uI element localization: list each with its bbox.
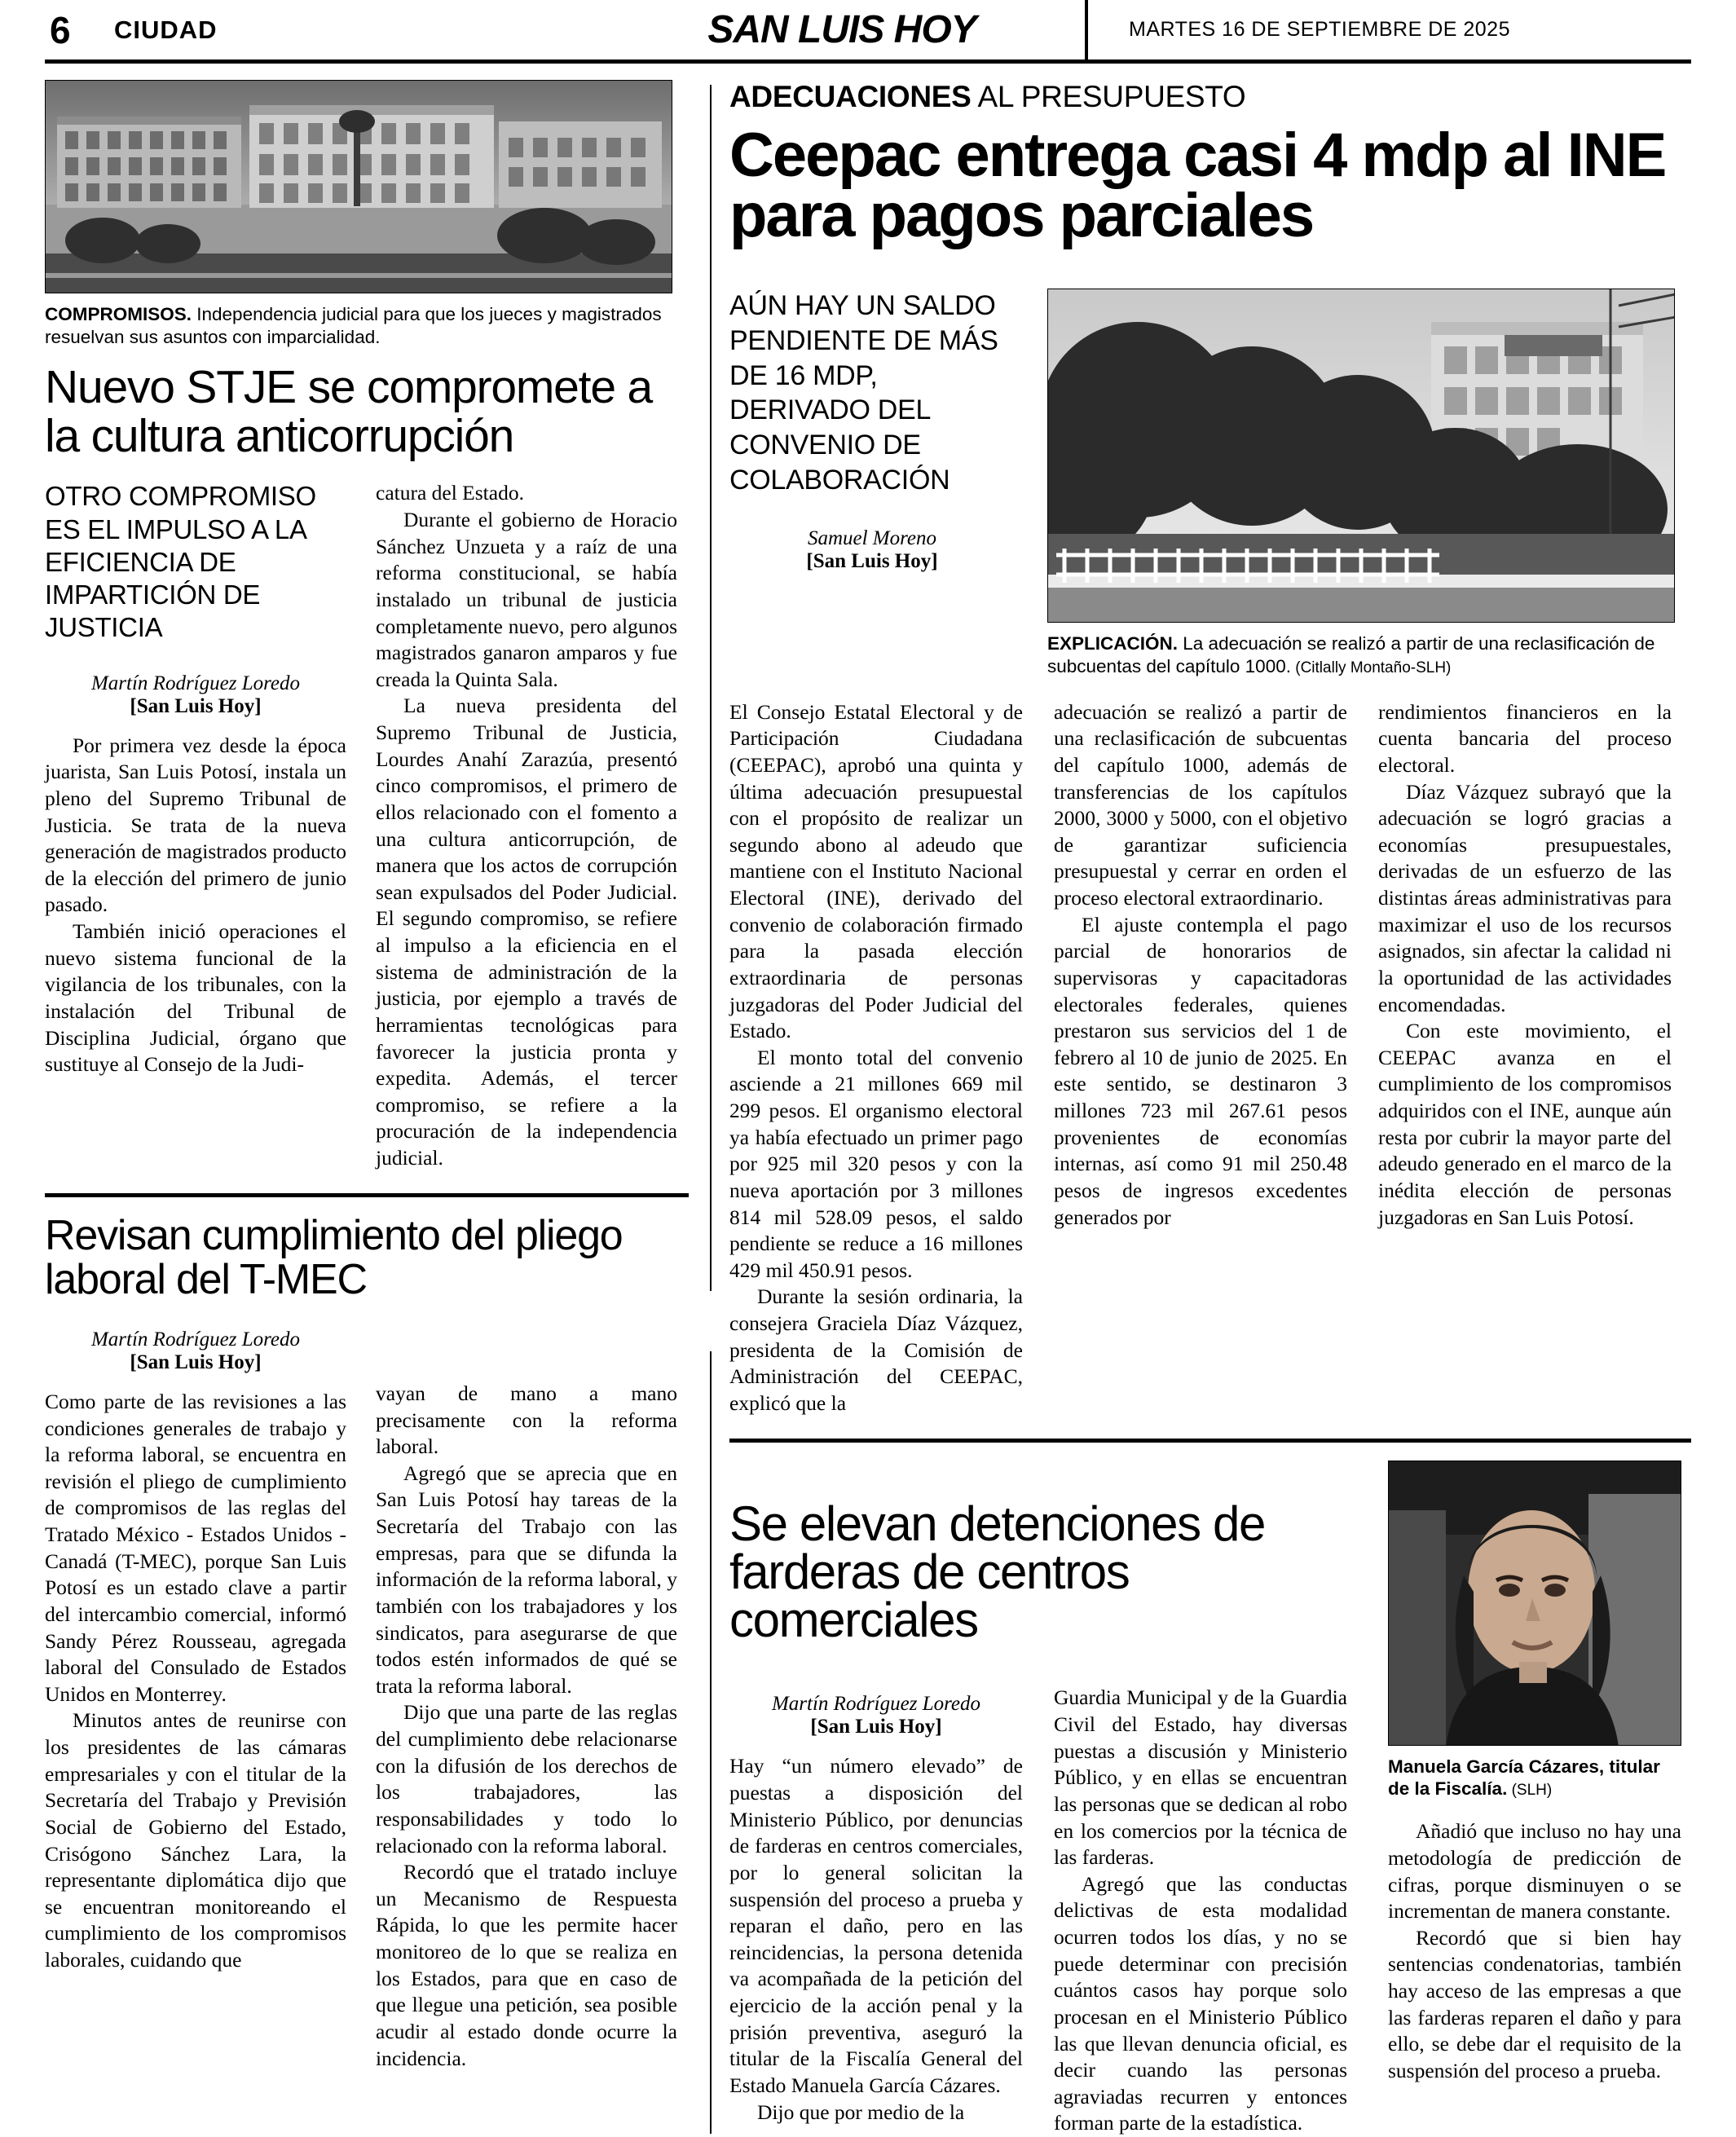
stje-column-1 (45, 480, 346, 1171)
newspaper-page (45, 0, 1691, 2086)
tmec-body-col1 (45, 1389, 346, 1974)
ceepac-eyebrow-bold: ADECUACIONES (729, 80, 972, 113)
ceepac-body-col1 (729, 699, 1023, 1417)
stje-kicker: OTRO COMPROMISO ES EL IMPULSO A LA EFICIENCIA DE IMPARTICIÓN DE JUSTICIA (45, 480, 346, 644)
ceepac-byline-org: [San Luis Hoy] (729, 550, 1015, 573)
paragraph: adecuación se realizó a partir de una reclasificación de subcuentas del capítulo 1000, además de transferencias de los capítulos 2000, 3000 y 5000, con el objetivo de garantizar suficiencia presupuestal y cerrar en orden el proceso electoral extraordinario. (1054, 699, 1347, 912)
paragraph: Como parte de las revisiones a las condiciones generales de trabajo y la reforma laboral, se encuentra en revisión el pliego de cumplimiento de compromisos de las reglas del Tratado México - Estados Unidos - Canadá (T-MEC), porque San Luis Potosí es un estado clave a partir del intercambio comercial, informó Sandy Pérez Rousseau, agregada laboral del Consulado de Estados Unidos en Monterrey. (45, 1389, 346, 1708)
paragraph: Recordó que si bien hay sentencias condenatorias, también hay acceso de las empresas a que las farderas reparen el daño y para ello, se debe dar el requisito de la suspensión del proceso a prueba. (1388, 1925, 1681, 2085)
tmec-column-2 (376, 1320, 677, 2072)
divider-rule (45, 1193, 689, 1197)
masthead (45, 0, 1691, 64)
farderas-headline: Se elevan detenciones de farderas de centros comerciales (729, 1500, 1357, 1644)
stje-byline-org: [San Luis Hoy] (45, 695, 346, 718)
paragraph: Con este movimiento, el CEEPAC avanza en el cumplimiento de los compromisos adquiridos con el INE, aunque aún resta por cubrir la mayor parte del adeudo generado en el marco de la inédita elección de personas juzgadoras en San Luis Potosí. (1378, 1018, 1672, 1231)
paragraph: El ajuste contempla el pago parcial de honorarios de supervisoras y capacitadoras electorales federales, quienes prestaron sus servicios del 1 de febrero al 10 de junio de 2025. En este sentido, se destinaron 3 millones 723 mil 267.61 pesos provenientes de economías internas, así como 91 mil 250.48 pesos de ingresos excedentes generados por (1054, 912, 1347, 1232)
farderas-headline-block (729, 1461, 1357, 2137)
paragraph: Hay “un número elevado” de puestas a disposición del Ministerio Público, por denuncias de farderas en centros comerciales, por lo general solicitan la suspensión del proceso a prueba y reparan el daño, pero en las reincidencias, la persona detenida va acompañada de la petición del ejercicio de la acción penal y la prisión preventiva, aseguró la titular de la Fiscalía General del Estado Manuela García Cázares. (729, 1753, 1023, 2099)
ceepac-photo-caption (1047, 632, 1675, 678)
paragraph: Agregó que las conductas delictivas de esta modalidad ocurren todos los días, y no se puede determinar con precisión cuántos casos hay porque solo procesan en el Ministerio Público las que llevan denuncia oficial, es decir cuando las personas agraviadas recurren y entonces forman parte de la estadística. (1054, 1871, 1347, 2137)
paragraph: Recordó que el tratado incluye un Mecanismo de Respuesta Rápida, lo que les permite hacer monitoreo de lo que se realiza en los Estados, para que en caso de que llegue una petición, sea posible acudir al estado donde ocurre la incidencia. (376, 1859, 677, 2072)
paragraph: Durante la sesión ordinaria, la consejera Graciela Díaz Vázquez, presidenta de la Comisión de Administración del CEEPAC, explicó que la (729, 1284, 1023, 1417)
ceepac-body-col3 (1378, 699, 1672, 1417)
tmec-byline-org: [San Luis Hoy] (45, 1351, 346, 1374)
ceepac-caption-text: La adecuación se realizó a partir de una reclasificación de subcuentas del capítulo 1000. (1047, 633, 1654, 676)
stje-headline: Nuevo STJE se compromete a la cultura anticorrupción (45, 364, 689, 461)
stje-caption-text: Independencia judicial para que los jueces y magistrados resuelvan sus asuntos con imparcialidad. (45, 304, 662, 347)
tmec-headline: Revisan cumplimiento del pliego laboral del T-MEC (45, 1214, 689, 1302)
paragraph: También inició operaciones el nuevo sistema funcional de la vigilancia de los tribunales, con la instalación del Tribunal de Disciplina Judicial, órgano que sustituye al Consejo de la Judi- (45, 919, 346, 1078)
farderas-body-col1 (729, 1685, 1023, 2137)
section-name: CIUDAD (106, 15, 218, 45)
left-region (45, 80, 697, 2072)
publication-title: SAN LUIS HOY (707, 7, 976, 52)
ceepac-eyebrow (729, 80, 1691, 114)
paragraph: Durante el gobierno de Horacio Sánchez Unzueta y a raíz de una reforma constitucional, se había instalado un tribunal de justicia completamente nuevo, pero algunos magistrados ganaron amparos y fue creada la Quinta Sala. (376, 507, 677, 693)
vertical-divider-2 (710, 1351, 712, 2134)
fiscalia-portrait-photo (1388, 1461, 1681, 1746)
stje-caption-lead: COMPROMISOS. (45, 304, 192, 324)
paragraph: El monto total del convenio asciende a 21 millones 669 mil 299 pesos. El organismo electoral ya había efectuado un primer pago por 925 mil 320 pesos y con la nueva aportación por 3 millones 814 mil 528.09 pesos, el saldo pendiente se reduce a 16 millones 429 mil 450.91 pesos. (729, 1045, 1023, 1284)
tmec-body-col2 (376, 1381, 677, 2072)
fiscalia-caption-lead: Manuela García Cázares, titular de la Fiscalía. (1388, 1756, 1660, 1800)
ceepac-deck: AÚN HAY UN SALDO PENDIENTE DE MÁS DE 16 MDP, DERIVADO DEL CONVENIO DE COLABORACIÓN (729, 289, 1015, 498)
paragraph: rendimientos financieros en la cuenta bancaria del proceso electoral. (1378, 699, 1672, 779)
farderas-body-col2 (1054, 1685, 1347, 2137)
paragraph: vayan de mano a mano precisamente con la reforma laboral. (376, 1381, 677, 1461)
farderas-body-col3 (1388, 1818, 1681, 2084)
divider-rule-2 (729, 1439, 1691, 1443)
ceepac-eyebrow-rest: AL PRESUPUESTO (972, 80, 1246, 113)
farderas-byline: Martín Rodríguez Loredo (729, 1693, 1023, 1716)
ceepac-byline: Samuel Moreno (729, 527, 1015, 550)
right-region (729, 80, 1691, 2137)
paragraph: Guardia Municipal y de la Guardia Civil del Estado, hay diversas puestas a discusión y Ministerio Público, y en ellas se encuentran las personas que se dedican al robo en los comercios por la técnica de las farderas. (1054, 1685, 1347, 1870)
paragraph: Dijo que una parte de las reglas del cumplimiento debe relacionarse con la difusión de los derechos de los trabajadores, las responsabilidades y todo lo relacionado con la reforma laboral. (376, 1699, 677, 1859)
paragraph: Añadió que incluso no hay una metodología de predicción de cifras, porque disminuyen o se incrementan de manera constante. (1388, 1818, 1681, 1925)
page-number: 6 (45, 8, 106, 52)
fiscalia-photo-credit: (SLH) (1507, 1782, 1552, 1799)
tmec-column-1 (45, 1320, 346, 2072)
stje-byline: Martín Rodríguez Loredo (45, 672, 346, 695)
ceepac-photo-column (1047, 289, 1675, 678)
ceepac-photo (1047, 289, 1675, 623)
stje-photo-caption (45, 303, 672, 349)
ceepac-caption-lead: EXPLICACIÓN. (1047, 633, 1178, 654)
ceepac-headline: Ceepac entrega casi 4 mdp al INE para pagos parciales (729, 126, 1691, 247)
farderas-byline-org: [San Luis Hoy] (729, 1716, 1023, 1738)
stje-body-col1 (45, 733, 346, 1078)
fiscalia-photo-caption (1388, 1756, 1681, 1801)
stje-body-col2 (376, 480, 677, 1171)
ceepac-body-col2 (1054, 699, 1347, 1417)
stje-column-2 (376, 480, 677, 1171)
paragraph: Díaz Vázquez subrayó que la adecuación se logró gracias a economías presupuestales, derivadas de un esfuerzo de las distintas áreas administrativas para maximizar el uso de los recursos asignados, sin afectar la calidad ni la oportunidad de las actividades encomendadas. (1378, 779, 1672, 1019)
stje-photo-image (46, 81, 672, 293)
farderas-right-column (1388, 1461, 1681, 2137)
vertical-divider (710, 85, 712, 1291)
tmec-byline: Martín Rodríguez Loredo (45, 1328, 346, 1351)
ceepac-photo-image (1048, 289, 1675, 623)
paragraph: Agregó que se aprecia que en San Luis Potosí hay tareas de la Secretaría del Trabajo con las empresas, para que se difunda la información de la reforma laboral, y también con los trabajadores y los sindicatos, para asegurarse de que todos estén informados de qué se trata la reforma laboral. (376, 1461, 677, 1700)
stje-photo (45, 80, 672, 293)
paragraph: Por primera vez desde la época juarista, San Luis Potosí, instala un pleno del Supremo Tribunal de Justicia. Se trata de la nueva generación de magistrados producto de la elección del primero de junio pasado. (45, 733, 346, 919)
ceepac-photo-credit: (Citlally Montaño-SLH) (1291, 659, 1451, 676)
fiscalia-portrait-image (1389, 1461, 1681, 1746)
masthead-title-container (599, 0, 1088, 59)
paragraph: La nueva presidenta del Supremo Tribunal de Justicia, Lourdes Anahí Zarazúa, presentó cinco compromisos, el primero de ellos relacionado con el fomento a una cultura anticorrupción, de manera que los actos de corrupción sean expulsados del Poder Judicial. El segundo compromiso, se refiere al impulso a la eficiencia en el sistema de administración de la justicia, por ejemplo a través de herramientas tecnológicas para favorecer la justicia pronta y expedita. Además, el tercer compromiso, se refiere a la procuración de la independencia judicial. (376, 693, 677, 1171)
paragraph: El Consejo Estatal Electoral y de Participación Ciudadana (CEEPAC), aprobó una quinta y última adecuación presupuestal con el propósito de realizar un segundo abono al adeudo que mantiene con el Instituto Nacional Electoral (INE), derivado del convenio de colaboración firmado para la pasada elección extraordinaria de personas juzgadoras del Poder Judicial del Estado. (729, 699, 1023, 1045)
paragraph: Dijo que por medio de la (729, 2100, 1023, 2126)
ceepac-deck-column (729, 289, 1015, 678)
paragraph: Minutos antes de reunirse con los presidentes de las cámaras empresariales y con el titular de la Secretaría del Trabajo y Previsión Social de Gobierno del Estado, Crisógono Sánchez Lara, la representante diplomática dijo que se encuentran monitoreando el cumplimiento de los compromisos laborales, cuidando que (45, 1707, 346, 1973)
publication-date: MARTES 16 DE SEPTIEMBRE DE 2025 (1129, 0, 1510, 59)
paragraph: catura del Estado. (376, 480, 677, 507)
